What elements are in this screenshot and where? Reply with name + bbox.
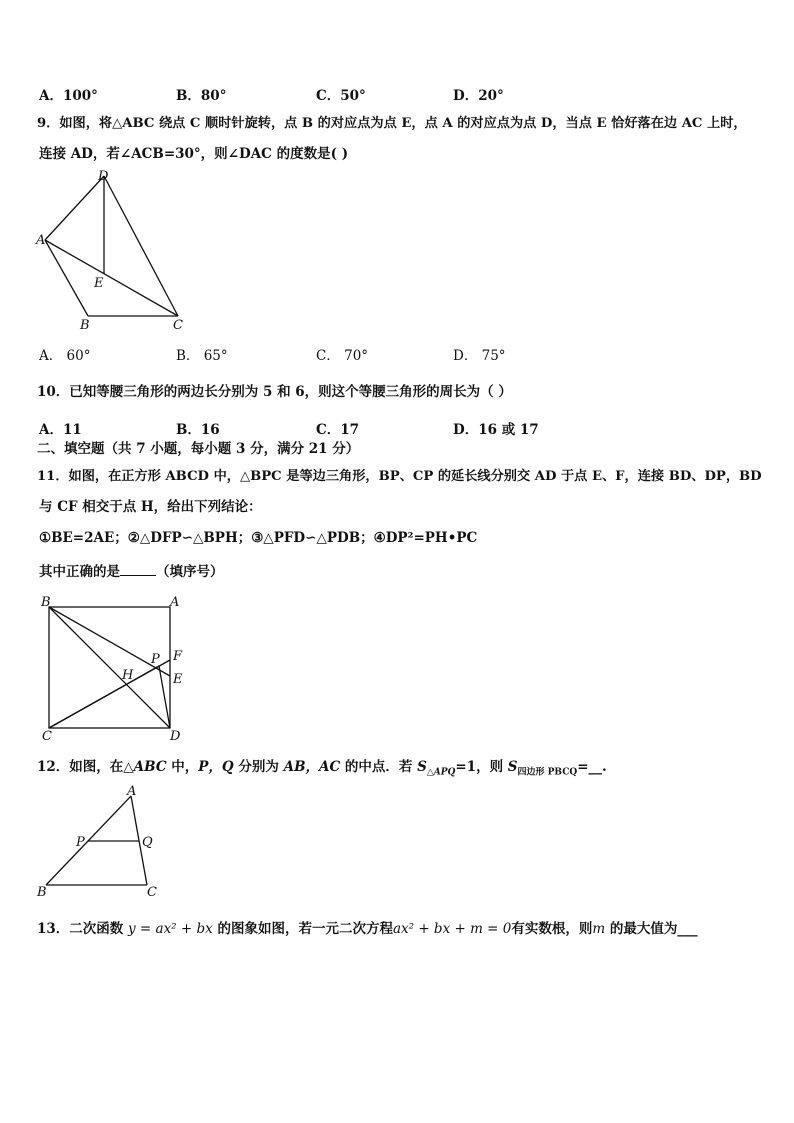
q11-answer-line [39,563,224,580]
q9-line-2: 连接 AD，若∠ACB=30°，则∠DAC 的度数是( ) [39,146,349,162]
q9-option-b: B． 65° [176,348,228,364]
q9-label-c: C [173,318,183,333]
q9-label-e: E [94,276,104,291]
q11-label-d: D [170,729,181,744]
q10-question: 10．已知等腰三角形的两边长分别为 5 和 6，则这个等腰三角形的周长为（ ） [37,384,512,400]
q12-s1-sub: △APQ [426,767,456,778]
q12-s2: S [507,759,518,775]
q9-label-d: D [98,169,109,184]
q11-figure [30,590,230,750]
q9-label-b: B [80,318,90,333]
q8-option-c: C．50° [316,88,366,104]
q12-label-p: P [76,835,85,850]
q8-option-d: D．20° [453,88,504,104]
q12-triangle: △ABC [123,759,167,775]
q11-conclusions: ①BE=2AE；②△DFP∽△BPH；③△PFD∽△PDB；④DP²=PH•PC [39,530,478,546]
q12-question [37,761,607,778]
q11-line-bd [49,607,170,728]
q9-option-a: A． 60° [39,348,91,364]
q12-prefix: 12．如图，在 [37,759,124,775]
q12-figure [30,782,190,902]
q12-label-q: Q [142,835,153,850]
q9-figure [30,166,230,336]
q11-label-e: E [173,672,183,687]
section-heading: 二、填空题（共 7 小题，每小题 3 分，满分 21 分） [37,441,360,457]
q11-line-2: 与 CF 相交于点 H，给出下列结论： [39,499,262,515]
q9-line-1: 9．如图，将△ABC 绕点 C 顺时针旋转，点 B 的对应点为点 E，点 A 的对应点为点 D，当点 E 恰好落在边 AC 上时， [37,116,747,131]
q12-label-a: A [127,784,137,799]
q12-label-c: C [147,885,157,900]
q10-option-d: D．16 或 17 [453,422,539,438]
q11-label-h: H [122,668,134,683]
q11-answer-suffix: （填序号） [156,564,224,580]
q10-option-b: B．16 [176,422,220,438]
q11-label-p: P [151,652,160,667]
q11-label-c: C [42,729,52,744]
q10-option-c: C．17 [316,422,360,438]
q10-option-a: A．11 [39,422,82,438]
q9-line-ab [45,240,88,316]
q9-option-d: D． 75° [453,348,506,364]
q13-function: y = ax² + bx [128,921,213,937]
q9-option-c: C． 70° [316,348,369,364]
q13-end: 的最大值为___ [605,921,698,937]
q12-abac: AB，AC [283,759,341,775]
q12-s1: S [417,759,427,775]
q8-option-a: A．100° [39,88,98,104]
q12-mid2: 分别为 [233,759,284,775]
q13-prefix: 13．二次函数 [37,921,128,937]
q13-mid2: 有实数根，则 [511,921,593,937]
q12-pq: P，Q [198,759,234,775]
q9-label-a: A [36,233,46,248]
q11-line-cp [49,666,159,728]
q12-mid1: 中， [166,759,199,775]
q12-label-b: B [37,885,47,900]
q13-m: m [592,921,606,937]
q12-mid3: 的中点．若 [340,759,418,775]
q11-label-f: F [173,649,183,664]
q11-answer-prefix: 其中正确的是 [39,564,120,580]
q11-label-a: A [170,595,180,610]
q11-answer-blank [120,563,156,576]
q8-option-b: B．80° [176,88,227,104]
q13-mid: 的图象如图，若一元二次方程 [212,921,393,937]
q9-line-ad [45,176,104,240]
q12-s2-sub: 四边形 PBCQ [517,767,578,778]
q13-equation: ax² + bx + m = 0 [392,921,512,937]
q13-question [37,923,698,937]
q11-line-1: 11．如图，在正方形 ABCD 中，△BPC 是等边三角形，BP、CP 的延长线分别交 AD 于点 E、F，连接 BD、DP，BD [37,469,762,484]
q12-end: =__. [577,759,607,775]
q11-label-b: B [41,595,51,610]
q12-mid4: =1，则 [455,759,508,775]
